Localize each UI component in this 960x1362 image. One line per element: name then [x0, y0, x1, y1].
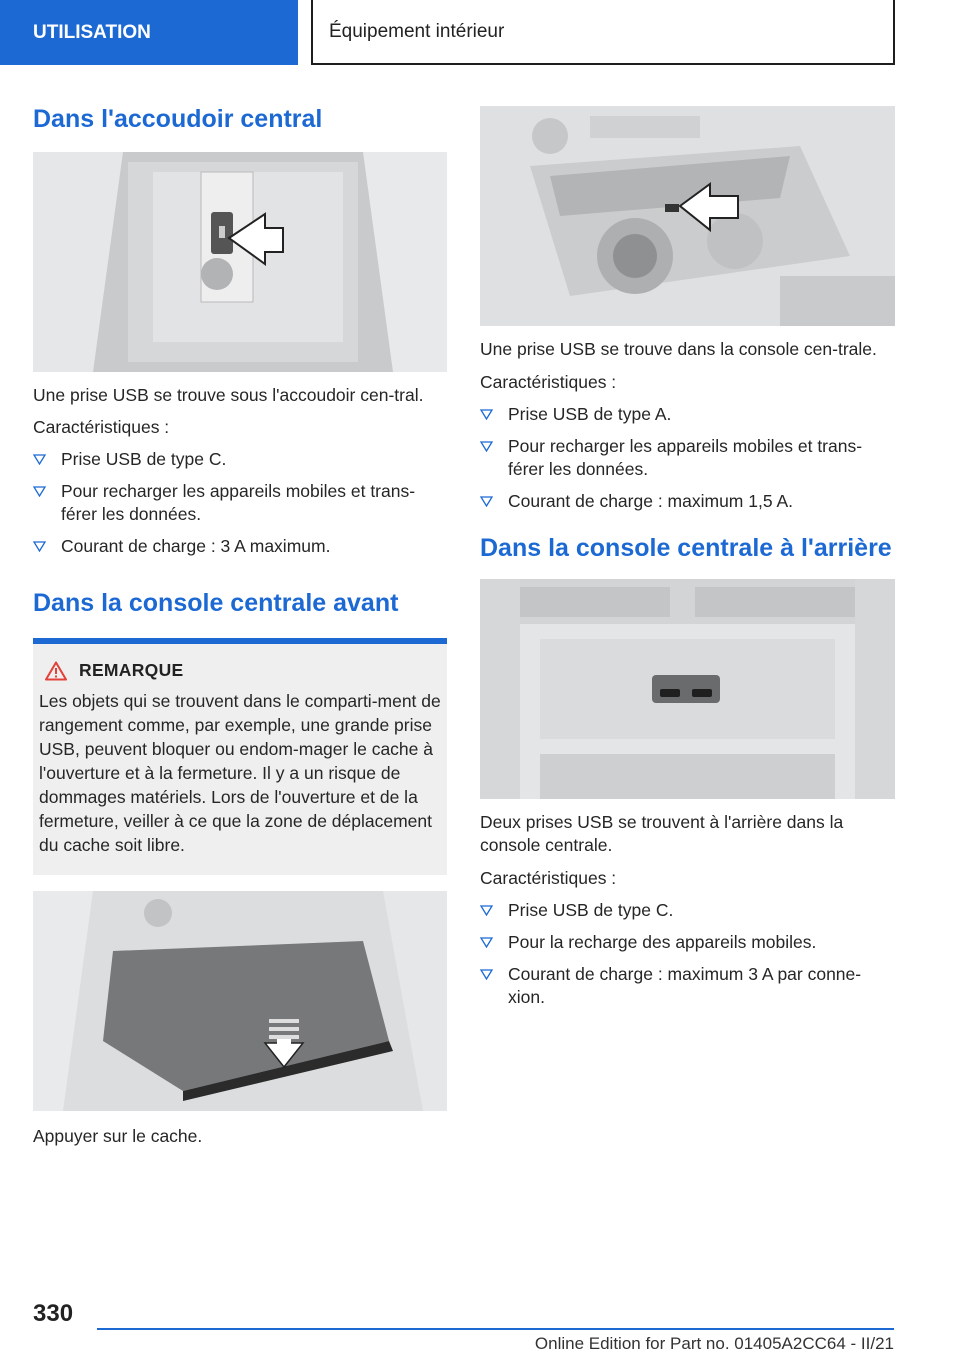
armrest-features-label: Caractéristiques : [33, 417, 170, 437]
triangle-bullet-icon [33, 541, 46, 552]
heading-armrest: Dans l'accoudoir central [33, 105, 323, 133]
armrest-feature-list [33, 448, 447, 558]
triangle-bullet-icon [480, 905, 493, 916]
list-item: Courant de charge : maximum 1,5 A. [480, 490, 895, 513]
list-item: Courant de charge : maximum 3 A par conne-xion. [480, 963, 895, 1009]
list-item: Pour recharger les appareils mobiles et trans-férer les données. [33, 480, 447, 526]
list-item: Prise USB de type C. [480, 899, 895, 922]
armrest-description: Une prise USB se trouve sous l'accoudoir cen-tral. [33, 385, 424, 405]
armrest-usb-photo [33, 152, 447, 372]
front-console-usb-photo [480, 106, 895, 326]
triangle-bullet-icon [480, 969, 493, 980]
triangle-bullet-icon [480, 409, 493, 420]
warning-triangle-icon [45, 661, 67, 681]
press-cover-caption: Appuyer sur le cache. [33, 1126, 203, 1146]
warning-note [33, 638, 447, 875]
list-item: Prise USB de type A. [480, 403, 895, 426]
front-console-features-label: Caractéristiques : [480, 372, 617, 392]
heading-front-console: Dans la console centrale avant [33, 589, 399, 617]
triangle-bullet-icon [480, 937, 493, 948]
rear-console-feature-list [480, 899, 895, 1009]
triangle-bullet-icon [480, 441, 493, 452]
note-title: REMARQUE [79, 660, 184, 680]
note-text: Les objets qui se trouvent dans le comparti-ment de rangement comme, par exemple, une grande prise USB, peuvent bloquer ou endom-mager le cache à l'ouverture et à la fermeture. Il y a un risque de dommages matériels. Lors de l'ouverture et de la fermeture, veiller à ce que la zone de déplacement du cache soit libre. [39, 691, 441, 855]
rear-console-description: Deux prises USB se trouvent à l'arrière dans la console centrale. [480, 812, 844, 855]
left-column [33, 100, 447, 1148]
list-item: Pour la recharge des appareils mobiles. [480, 931, 895, 954]
front-console-description: Une prise USB se trouve dans la console cen-trale. [480, 339, 877, 359]
edition-text: Online Edition for Part no. 01405A2CC64 - II/21 [534, 1334, 894, 1353]
section-title-box [311, 0, 895, 65]
chapter-label: UTILISATION [33, 21, 151, 43]
chapter-tab[interactable] [0, 0, 298, 65]
front-console-feature-list [480, 403, 895, 513]
triangle-bullet-icon [480, 496, 493, 507]
list-item: Courant de charge : 3 A maximum. [33, 535, 447, 558]
page-number: 330 [33, 1300, 74, 1327]
heading-rear-console: Dans la console centrale à l'arrière [480, 534, 892, 562]
list-item: Pour recharger les appareils mobiles et trans-férer les données. [480, 435, 895, 481]
rear-console-usb-photo [480, 579, 895, 799]
front-console-cover-photo [33, 891, 447, 1111]
triangle-bullet-icon [33, 486, 46, 497]
list-item: Prise USB de type C. [33, 448, 447, 471]
triangle-bullet-icon [33, 454, 46, 465]
section-title: Équipement intérieur [329, 20, 505, 42]
right-column [480, 106, 895, 1009]
footer-divider [97, 1328, 894, 1330]
rear-console-features-label: Caractéristiques : [480, 868, 617, 888]
